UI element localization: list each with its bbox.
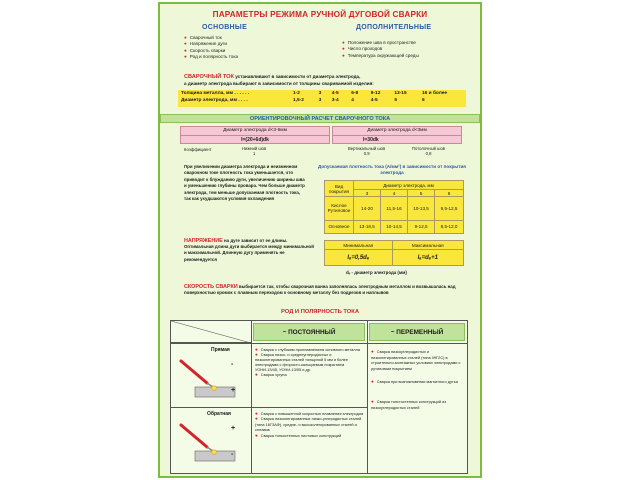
thickness-value: 1-2 bbox=[292, 91, 300, 96]
dc-reverse-list bbox=[255, 411, 365, 438]
thickness-label: Толщина металла, мм . . . . . . bbox=[181, 91, 250, 96]
density-heading: Допускаемая плотность тока (А/мм²) в зависимости от покрытия электрода bbox=[318, 164, 466, 175]
diameter-value: 4 bbox=[351, 98, 354, 103]
table-row bbox=[325, 220, 464, 233]
additional-heading: ДОПОЛНИТЕЛЬНЫЕ bbox=[356, 24, 432, 31]
diameter-value: 4-5 bbox=[370, 98, 378, 103]
direct-minus: - bbox=[231, 361, 234, 368]
voltage-label: НАПРЯЖЕНИЕ bbox=[184, 238, 223, 244]
arc-length-box bbox=[324, 240, 464, 266]
voltage-paragraph bbox=[184, 238, 314, 263]
basic-heading: ОСНОВНЫЕ bbox=[202, 24, 248, 31]
arc-min-label: Минимальная bbox=[325, 241, 393, 250]
diameter-value: 5 bbox=[394, 98, 398, 103]
polarity-heading: РОД И ПОЛЯРНОСТЬ ТОКА bbox=[280, 309, 360, 315]
ac-list bbox=[371, 349, 465, 410]
coef-row bbox=[180, 146, 464, 158]
arc-spark-icon bbox=[212, 450, 216, 454]
calc-formula-box-1 bbox=[180, 126, 330, 144]
thickness-value: 6-8 bbox=[351, 91, 359, 96]
header-diagonal bbox=[171, 321, 251, 343]
current-text1: устанавливают в зависимости от диаметра электрода, bbox=[235, 74, 361, 79]
list-item: ● Сварка толстостенных конструкций из низкоуглеродистых сталей bbox=[371, 399, 465, 410]
speed-label: СКОРОСТЬ СВАРКИ bbox=[184, 284, 238, 290]
dc-heading: ~ ПОСТОЯННЫЙ bbox=[253, 323, 365, 341]
poster bbox=[158, 2, 482, 478]
thickness-value: 16 и более bbox=[422, 91, 448, 96]
density-table bbox=[324, 180, 464, 234]
coef-position bbox=[242, 146, 266, 156]
density-value: 9,5-12,5 bbox=[435, 197, 464, 221]
list-item: ● Сварка тонкостенных листовых конструкций bbox=[255, 433, 365, 438]
list-item: ● Сварка низко- и среднеуглеродистых и низколегированных сталей толщиной 5 мм и более электродами с фтористо-кальциевым покрытием УОНИ-13/45, УОНИ-13/55 и др. bbox=[255, 352, 365, 372]
density-col-type: Вид покрытия bbox=[325, 181, 354, 197]
calc-col1-formula: I=(20+6d)dk bbox=[241, 137, 269, 143]
arc-max-formula: lₐ=dₑ+1 bbox=[392, 250, 463, 266]
density-value: 10-14,5 bbox=[381, 220, 408, 233]
additional-item: ● Температура окружающей среды bbox=[342, 53, 419, 59]
coef-position-value: 0,8 bbox=[425, 151, 432, 156]
basic-item: ● Напряжение дуги bbox=[184, 41, 238, 47]
diameter-value: 6 bbox=[422, 98, 425, 103]
thickness-value: 4-5 bbox=[331, 91, 339, 96]
thickness-value: 3 bbox=[318, 91, 322, 96]
diameter-label: Диаметр электрода, мм . . . . bbox=[181, 98, 248, 103]
coef-position bbox=[348, 146, 385, 156]
density-value: 13-18,5 bbox=[354, 220, 381, 233]
density-diam: 3 bbox=[354, 190, 381, 197]
arc-spark-icon bbox=[212, 386, 216, 390]
density-col-diam: Диаметр электрода, мм bbox=[354, 181, 464, 190]
density-table-bg bbox=[324, 180, 464, 234]
basic-item: ● Скорость сварки bbox=[184, 48, 238, 54]
thickness-value: 13-15 bbox=[394, 91, 407, 96]
density-value: 9-12,5 bbox=[408, 220, 435, 233]
arc-max-label: Максимальная bbox=[392, 241, 463, 250]
reverse-label: Обратная bbox=[207, 411, 231, 417]
density-value: 11,5-16 bbox=[381, 197, 408, 221]
calc-col2-head: Диаметр электрода d<3мм bbox=[333, 127, 461, 136]
density-type: Кислое Рутиловое bbox=[325, 197, 354, 221]
additional-list bbox=[342, 40, 419, 59]
diameter-value: 3-4 bbox=[331, 98, 339, 103]
basic-item: ● Сварочный ток bbox=[184, 35, 238, 41]
coef-position-label: Потолочный шов bbox=[412, 146, 446, 151]
density-diam: 4 bbox=[381, 190, 408, 197]
direct-plus: + bbox=[231, 387, 236, 394]
arc-note: dₑ - диаметр электрода (мм) bbox=[346, 270, 407, 275]
list-item: ● Сварка чугуна bbox=[255, 372, 365, 377]
electrode-holder bbox=[181, 425, 207, 447]
electrode-reverse-illustration bbox=[177, 419, 247, 469]
density-value: 10-13,5 bbox=[408, 197, 435, 221]
electrode-direct-illustration bbox=[177, 355, 247, 403]
voltage-text: на дуге зависит от ее длины. Оптимальная длина дуги выбирается между минимальной и максимальной. Длинную дугу применять не рекомендуется bbox=[184, 238, 314, 262]
list-item: ● Сварка при возникновении магнитного дутья bbox=[371, 379, 465, 385]
reverse-plus: + bbox=[231, 425, 236, 432]
calc-col2-formula: I=30dk bbox=[363, 137, 379, 143]
density-type: Основное bbox=[325, 220, 354, 233]
speed-text: выбирается так, чтобы сварочная ванна заполнялась электродным металлом и возвышалась над поверхностью кромок с плавным переходом к основному металлу без подрезов и наплывов bbox=[184, 284, 456, 295]
table-row bbox=[325, 197, 464, 221]
calc-col1-head: Диаметр электрода d<3-6мм bbox=[181, 127, 329, 136]
polarity-table bbox=[170, 320, 468, 474]
coef-label: Коэффициент bbox=[184, 147, 212, 152]
diameter-value: 3 bbox=[318, 98, 322, 103]
direct-label: Прямая bbox=[211, 347, 230, 353]
density-value: 8,5-12,0 bbox=[435, 220, 464, 233]
coef-position-label: Нижний шов bbox=[242, 146, 267, 151]
poster-title: ПАРАМЕТРЫ РЕЖИМА РУЧНОЙ ДУГОВОЙ СВАРКИ bbox=[212, 10, 428, 19]
density-diam: 6 bbox=[435, 190, 464, 197]
basic-item: ● Род и полярность тока bbox=[184, 54, 238, 60]
ac-heading: ~ ПЕРЕМЕННЫЙ bbox=[369, 323, 465, 341]
list-item: ● Сварка низколегированных низко-углеродистых сталей (типа 16ГЗАФ), средне- и высоколегированных сталей и сплавов bbox=[255, 416, 365, 432]
list-item: ● Сварка низкоуглеродистых и низколегированных сталей (типа 09Г2С) в строительно-монтажных условиях электродами с рутиловым покрытием bbox=[371, 349, 465, 371]
additional-item: ● Число проходов bbox=[342, 46, 419, 52]
thickness-table bbox=[178, 90, 466, 107]
dc-direct-list bbox=[255, 347, 365, 377]
diameter-value: 1,5-2 bbox=[292, 98, 304, 103]
coef-position-label: Вертикальный шов bbox=[348, 146, 386, 151]
speed-paragraph bbox=[184, 284, 470, 296]
density-value: 14-20 bbox=[354, 197, 381, 221]
current-text2: а диаметр электрода выбирают в зависимости от толщины свариваемой изделия: bbox=[184, 80, 374, 86]
coef-position bbox=[412, 146, 445, 156]
reverse-minus: - bbox=[231, 451, 234, 458]
current-label: СВАРОЧНЫЙ ТОК bbox=[184, 74, 234, 80]
list-item: ● Сварка с повышенной скоростью плавления электродов bbox=[255, 411, 365, 416]
current-paragraph bbox=[184, 74, 476, 87]
coef-position-value: 1 bbox=[252, 151, 256, 156]
density-diam: 5 bbox=[408, 190, 435, 197]
additional-item: ● Положение шва в пространстве bbox=[342, 40, 419, 46]
electrode-holder bbox=[181, 361, 207, 383]
calc-heading: ОРИЕНТИРОВОЧНЫЙ РАСЧЕТ СВАРОЧНОГО ТОКА bbox=[160, 114, 480, 123]
calc-formula-box-2 bbox=[332, 126, 462, 144]
list-item: ● Сварка с глубоким проплавлением основного металла bbox=[255, 347, 365, 352]
thickness-value: 9-12 bbox=[370, 91, 381, 96]
coef-position-value: 0,9 bbox=[363, 151, 370, 156]
basic-list bbox=[184, 35, 238, 60]
arc-min-formula: lₐ=0,5dₑ bbox=[325, 250, 393, 266]
diameter-text: При увеличении диаметра электрода и неизменном сварочном токе плотность тока уменьшается, что приводит к блужданию дуги, увеличению ширины шва и уменьшению глубины провара. Чем больше диаметр электрода, тем меньше допускаемая плотность тока, так как ухудшаются условия охлаждения bbox=[184, 164, 305, 202]
